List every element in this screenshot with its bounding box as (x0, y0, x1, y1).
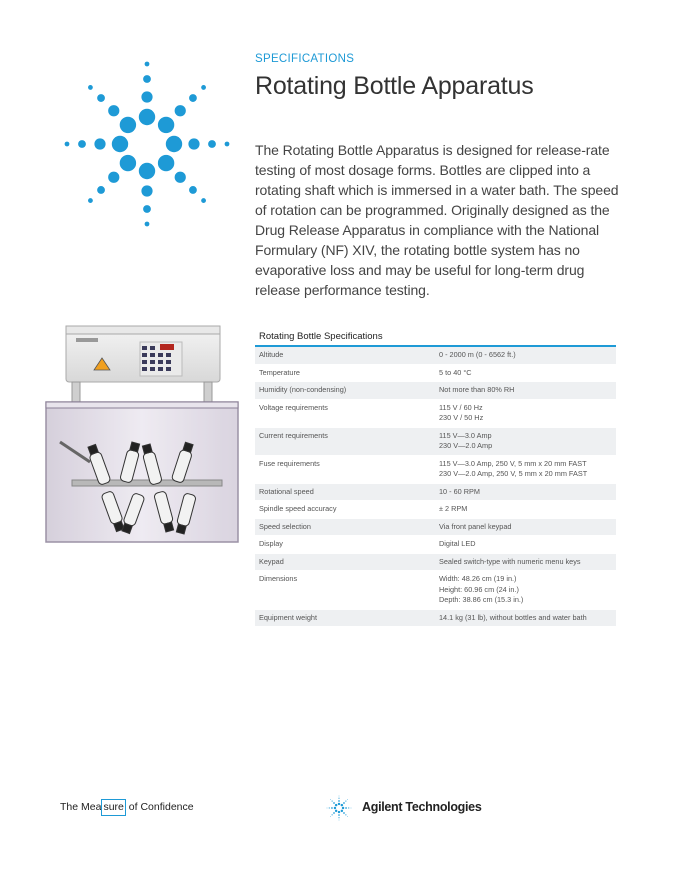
page-title: Rotating Bottle Apparatus (255, 72, 534, 100)
spec-value-line: 115 V / 60 Hz (439, 402, 483, 412)
spec-value-line: 0 - 2000 m (0 - 6562 ft.) (439, 350, 516, 359)
spec-value-line: 230 V—2.0 Amp, 250 V, 5 mm x 20 mm FAST (439, 469, 588, 478)
spec-label: Current requirements (255, 427, 435, 455)
spec-label: Equipment weight (255, 609, 435, 627)
spec-row (255, 382, 616, 400)
spec-value (435, 382, 616, 400)
spec-label: Fuse requirements (255, 455, 435, 483)
spec-table-title: Rotating Bottle Specifications (255, 331, 616, 347)
spec-value-line: Sealed switch-type with numeric menu keys (439, 556, 581, 566)
rotating-bottle-apparatus-photo (32, 322, 244, 552)
spec-value-line: 115 V—3.0 Amp, 250 V, 5 mm x 20 mm FAST (439, 458, 587, 468)
spec-value (435, 364, 616, 382)
spec-value (435, 553, 616, 571)
agilent-small-spark-icon (324, 795, 354, 821)
spec-value (435, 609, 616, 627)
spec-value (435, 399, 616, 427)
spec-label: Altitude (255, 347, 435, 364)
spec-table (255, 347, 616, 627)
spec-row (255, 553, 616, 571)
spec-row (255, 399, 616, 427)
spec-value (435, 571, 616, 610)
spec-row (255, 609, 616, 627)
spec-row (255, 536, 616, 554)
footer-tagline (60, 801, 194, 813)
spec-value-line: 230 V—2.0 Amp (439, 441, 493, 450)
footer-brand: Agilent Technologies (362, 800, 482, 814)
spec-row (255, 483, 616, 501)
spec-value (435, 427, 616, 455)
spec-label: Spindle speed accuracy (255, 501, 435, 519)
spec-label: Humidity (non-condensing) (255, 382, 435, 400)
tagline-boxed: sure (101, 799, 125, 816)
spec-value-line: ± 2 RPM (439, 504, 468, 513)
spec-value-line: Via front panel keypad (439, 521, 512, 531)
spec-label: Temperature (255, 364, 435, 382)
spec-row (255, 518, 616, 536)
spec-value-line: 14.1 kg (31 lb), without bottles and water bath (439, 612, 587, 622)
spec-value-line: 5 to 40 °C (439, 367, 472, 377)
spec-row (255, 455, 616, 483)
spec-value-line: 10 - 60 RPM (439, 486, 480, 496)
intro-paragraph: The Rotating Bottle Apparatus is designed for release-rate testing of most dosage forms. Bottles are clipped into a rotating shaft which is immersed in a water bath. The speed of rotation can be programmed. Originally designed as the Drug Release Apparatus in compliance with the National Formulary (NF) XIV, the rotating bottle system has no evaporative loss and may be useful for long-term drug release performance testing. (255, 142, 619, 298)
spec-row (255, 347, 616, 364)
spec-table-section (255, 331, 616, 627)
spec-value-line: Height: 60.96 cm (24 in.) (439, 584, 519, 594)
spec-value-line: 230 V / 50 Hz (439, 413, 484, 422)
spec-value (435, 455, 616, 483)
spec-value-line: Digital LED (439, 539, 476, 548)
spec-row (255, 364, 616, 382)
tagline-pre: The Mea (60, 801, 102, 813)
spec-label: Display (255, 536, 435, 554)
spec-value-line: Not more than 80% RH (439, 385, 515, 394)
spec-label: Voltage requirements (255, 399, 435, 427)
spec-row (255, 427, 616, 455)
tagline-post: of Confidence (125, 801, 194, 813)
agilent-spark-logo (58, 55, 236, 233)
spec-value (435, 536, 616, 554)
spec-row (255, 501, 616, 519)
spec-label: Keypad (255, 553, 435, 571)
spec-value (435, 347, 616, 364)
section-eyebrow: SPECIFICATIONS (255, 53, 355, 65)
spec-value-line: Width: 48.26 cm (19 in.) (439, 574, 517, 583)
spec-label: Speed selection (255, 518, 435, 536)
spec-row (255, 571, 616, 610)
spec-value (435, 483, 616, 501)
spec-value-line: Depth: 38.86 cm (15.3 in.) (439, 595, 524, 604)
spec-label: Rotational speed (255, 483, 435, 501)
spec-label: Dimensions (255, 571, 435, 610)
spec-value-line: 115 V—3.0 Amp (439, 430, 492, 440)
spec-value (435, 518, 616, 536)
spec-value (435, 501, 616, 519)
